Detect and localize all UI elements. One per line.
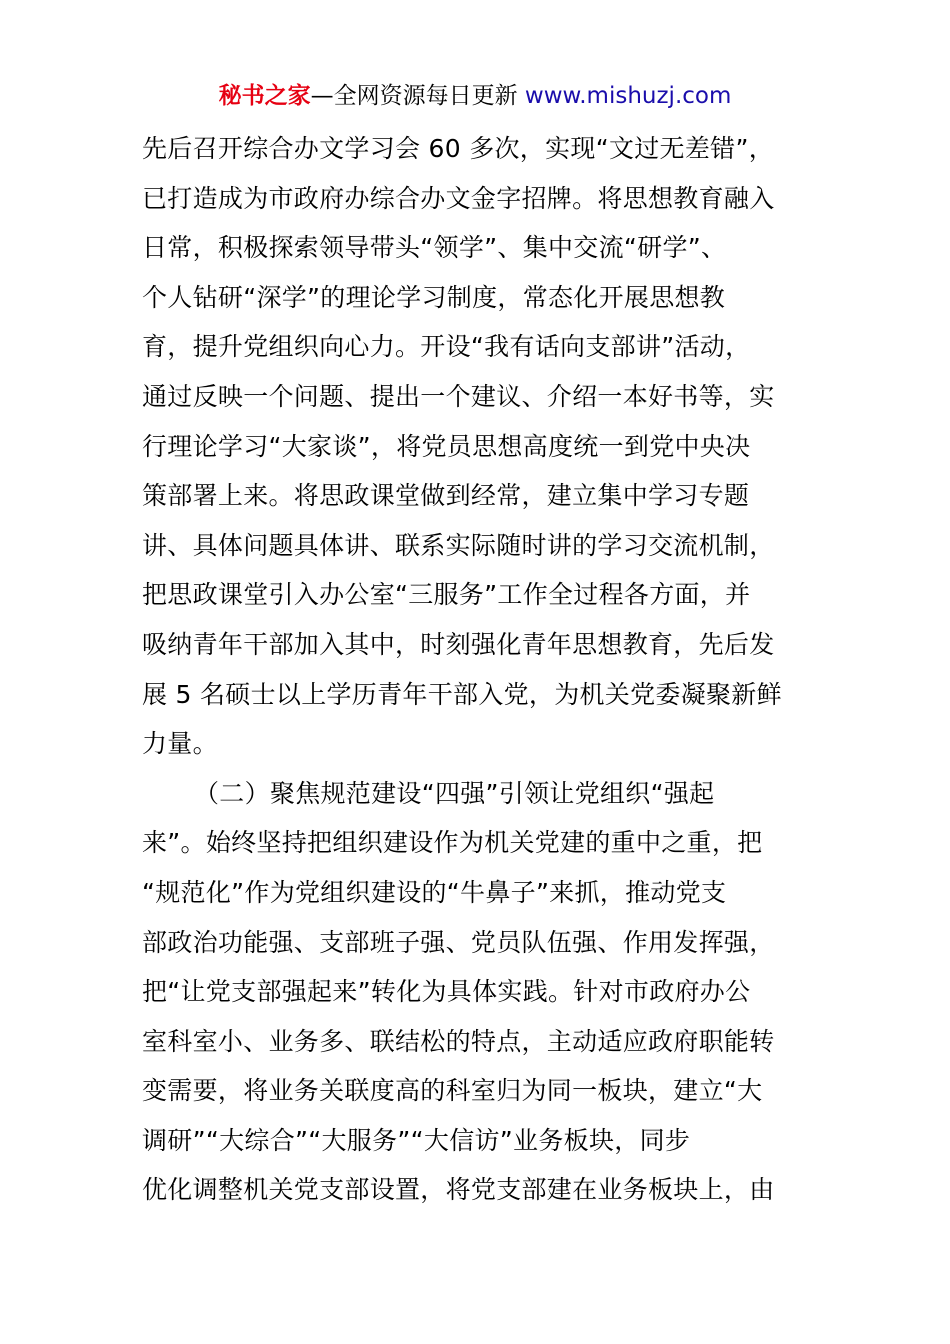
text-line: 通过反映一个问题、提出一个建议、介绍一本好书等，实 — [142, 381, 775, 411]
text-line: 部政治功能强、支部班子强、党员队伍强、作用发挥强， — [142, 927, 775, 957]
text-line: 调研”“大综合”“大服务”“大信访”业务板块，同步 — [142, 1125, 691, 1155]
text-line: 已打造成为市政府办综合办文金字招牌。将思想教育融入 — [142, 183, 775, 213]
text-line: 策部署上来。将思政课堂做到经常，建立集中学习专题 — [142, 481, 750, 511]
text-line: 育，提升党组织向心力。开设“我有话向支部讲”活动， — [142, 332, 751, 362]
text-line: 讲、具体问题具体讲、联系实际随时讲的学习交流机制， — [142, 530, 775, 560]
text-line: 把“让党支部强起来”转化为具体实践。针对市政府办公 — [142, 977, 751, 1007]
text-line: 日常，积极探索领导带头“领学”、集中交流“研学”、 — [142, 233, 727, 263]
text-line: “规范化”作为党组织建设的“牛鼻子”来抓，推动党支 — [142, 877, 727, 907]
section-heading-line: （二）聚焦规范建设“四强”引领让党组织“强起 — [194, 778, 715, 808]
text-line: 把思政课堂引入办公室“三服务”工作全过程各方面，并 — [142, 580, 751, 610]
text-line: 展 5 名硕士以上学历青年干部入党，为机关党委凝聚新鲜 — [142, 679, 782, 709]
text-line: 变需要，将业务关联度高的科室归为同一板块，建立“大 — [142, 1076, 763, 1106]
text-line: 吸纳青年干部加入其中，时刻强化青年思想教育，先后发 — [142, 629, 775, 659]
brand-name: 秘书之家 — [218, 83, 311, 109]
text-line: 优化调整机关党支部设置，将党支部建在业务板块上，由 — [142, 1175, 775, 1205]
text-line: 行理论学习“大家谈”，将党员思想高度统一到党中央决 — [142, 431, 751, 461]
text-line: 来”。始终坚持把组织建设作为机关党建的重中之重，把 — [142, 828, 763, 858]
tagline: —全网资源每日更新 — [310, 83, 518, 109]
site-url: www.mishuzj.com — [524, 83, 732, 109]
text-line: 个人钻研“深学”的理论学习制度，常态化开展思想教 — [142, 282, 726, 312]
text-line: 力量。 — [142, 729, 218, 759]
document-body — [142, 124, 812, 1215]
text-line: 室科室小、业务多、联结松的特点，主动适应政府职能转 — [142, 1026, 775, 1056]
text-line: 先后召开综合办文学习会 60 多次，实现“文过无差错”， — [142, 134, 775, 163]
watermark-header — [0, 80, 950, 112]
